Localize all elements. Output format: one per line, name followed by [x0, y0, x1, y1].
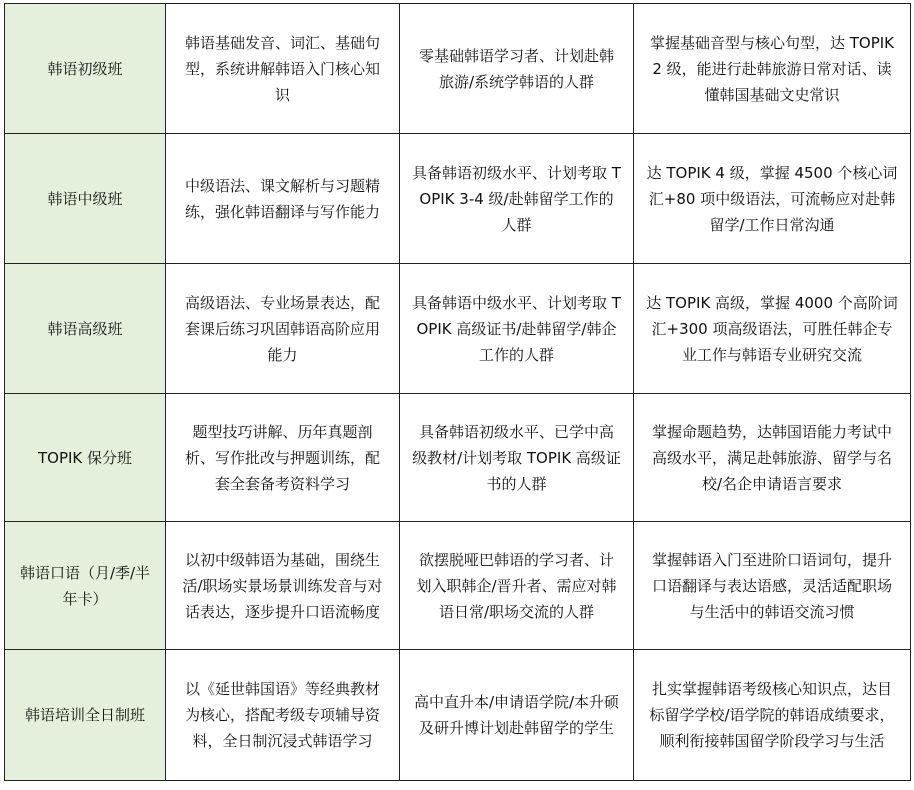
course-name-cell: 韩语培训全日制班 — [5, 650, 166, 781]
learning-goal-cell: 掌握命题趋势，达韩国语能力考试中高级水平，满足赴韩旅游、留学与名校/名企申请语言要求 — [634, 394, 911, 522]
learning-goal-cell: 掌握韩语入门至进阶口语词句，提升口语翻译与表达语感，灵活适配职场与生活中的韩语交流习惯 — [634, 522, 911, 650]
target-audience-cell: 欲摆脱哑巴韩语的学习者、计划入职韩企/晋升者、需应对韩语日常/职场交流的人群 — [400, 522, 634, 650]
course-name-cell: 韩语中级班 — [5, 134, 166, 264]
target-audience-cell: 具备韩语初级水平、计划考取 TOPIK 3-4 级/赴韩留学工作的人群 — [400, 134, 634, 264]
course-description-cell: 高级语法、专业场景表达，配套课后练习巩固韩语高阶应用能力 — [166, 264, 400, 394]
course-name-cell: 韩语初级班 — [5, 4, 166, 134]
target-audience-cell: 具备韩语初级水平、已学中高级教材/计划考取 TOPIK 高级证书的人群 — [400, 394, 634, 522]
target-audience-cell: 零基础韩语学习者、计划赴韩旅游/系统学韩语的人群 — [400, 4, 634, 134]
course-description-cell: 以《延世韩国语》等经典教材为核心，搭配考级专项辅导资料，全日制沉浸式韩语学习 — [166, 650, 400, 781]
course-description-cell: 题型技巧讲解、历年真题剖析、写作批改与押题训练，配套全套备考资料学习 — [166, 394, 400, 522]
learning-goal-cell: 掌握基础音型与核心句型，达 TOPIK 2 级，能进行赴韩旅游日常对话、读懂韩国基础文史常识 — [634, 4, 911, 134]
learning-goal-cell: 达 TOPIK 4 级，掌握 4500 个核心词汇+80 项中级语法，可流畅应对赴韩留学/工作日常沟通 — [634, 134, 911, 264]
course-table — [4, 3, 911, 781]
course-name-cell: 韩语口语（月/季/半年卡） — [5, 522, 166, 650]
course-description-cell: 中级语法、课文解析与习题精练，强化韩语翻译与写作能力 — [166, 134, 400, 264]
course-table-wrapper — [4, 3, 910, 780]
table-row — [5, 394, 911, 522]
table-row — [5, 134, 911, 264]
table-row — [5, 264, 911, 394]
target-audience-cell: 具备韩语中级水平、计划考取 TOPIK 高级证书/赴韩留学/韩企工作的人群 — [400, 264, 634, 394]
table-row — [5, 522, 911, 650]
table-row — [5, 650, 911, 781]
course-name-cell: 韩语高级班 — [5, 264, 166, 394]
learning-goal-cell: 扎实掌握韩语考级核心知识点，达目标留学学校/语学院的韩语成绩要求，顺利衔接韩国留学阶段学习与生活 — [634, 650, 911, 781]
course-name-cell: TOPIK 保分班 — [5, 394, 166, 522]
target-audience-cell: 高中直升本/申请语学院/本升硕及研升博计划赴韩留学的学生 — [400, 650, 634, 781]
course-description-cell: 韩语基础发音、词汇、基础句型，系统讲解韩语入门核心知识 — [166, 4, 400, 134]
learning-goal-cell: 达 TOPIK 高级，掌握 4000 个高阶词汇+300 项高级语法，可胜任韩企专业工作与韩语专业研究交流 — [634, 264, 911, 394]
course-description-cell: 以初中级韩语为基础，围绕生活/职场实景场景训练发音与对话表达，逐步提升口语流畅度 — [166, 522, 400, 650]
table-row — [5, 4, 911, 134]
